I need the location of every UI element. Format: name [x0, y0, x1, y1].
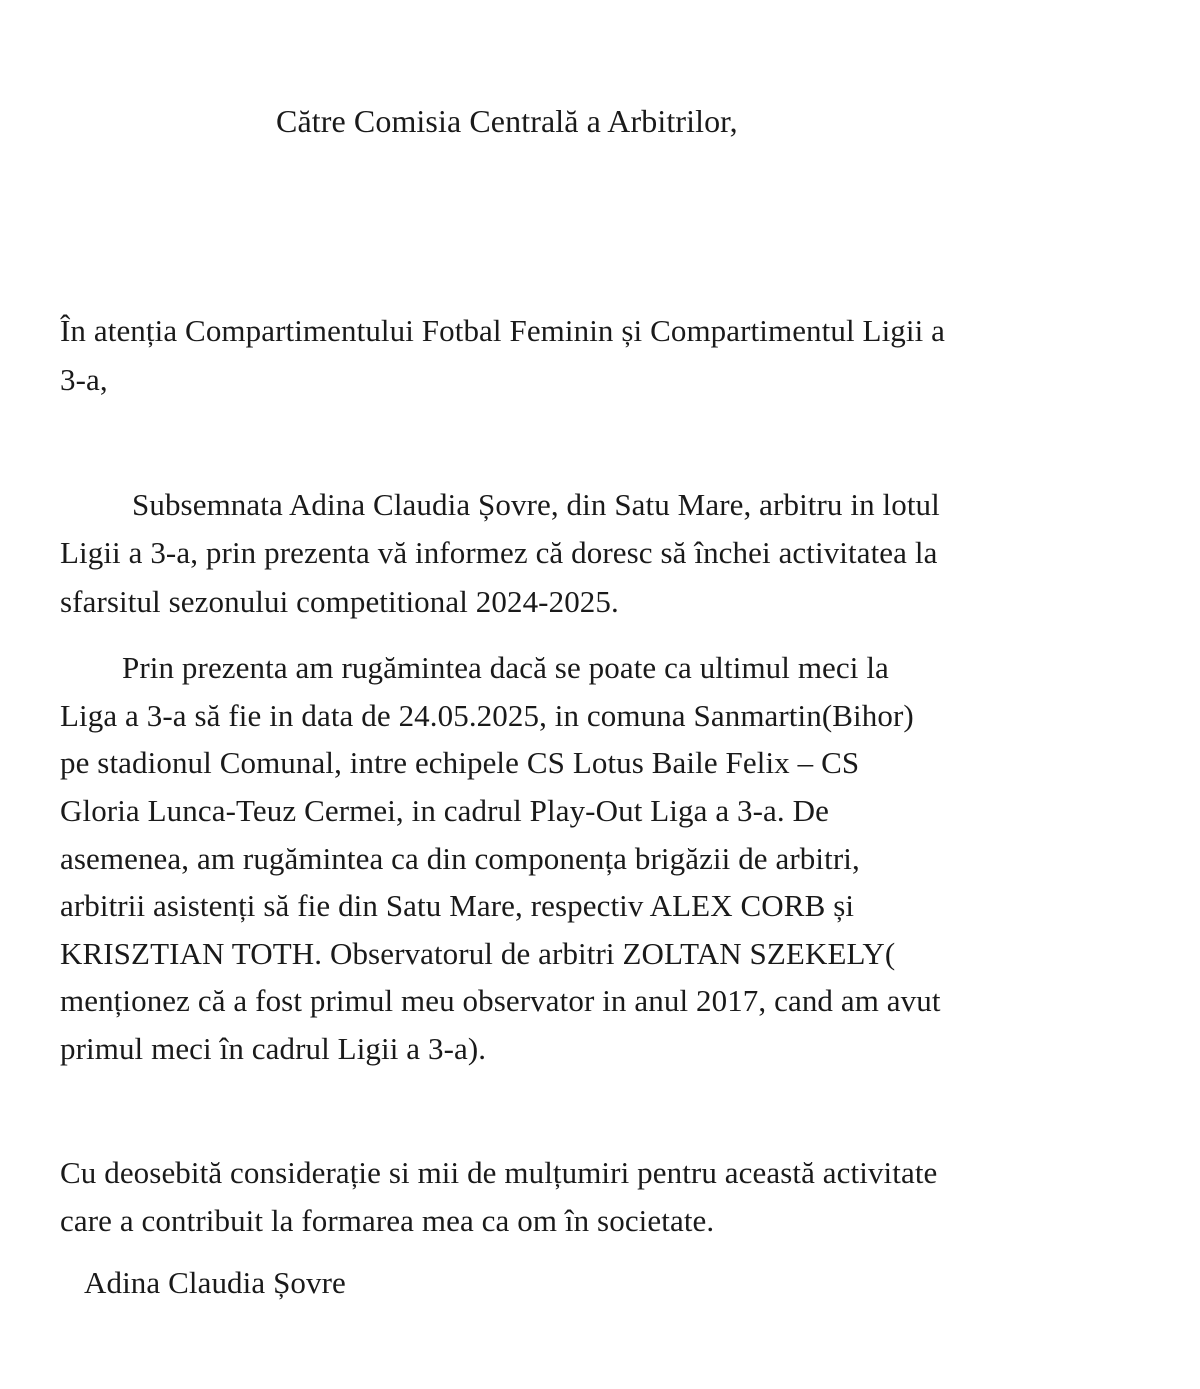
- paragraph-2-line: KRISZTIAN TOTH. Observatorul de arbitri ZOLTAN SZEKELY(: [60, 936, 896, 971]
- paragraph-2-line: pe stadionul Comunal, intre echipele CS Lotus Baile Felix – CS: [60, 745, 860, 780]
- signature: Adina Claudia Șovre: [84, 1265, 346, 1300]
- closing-line: Cu deosebită considerație si mii de mulțumiri pentru această activitate: [60, 1155, 938, 1190]
- attention-line: 3-a,: [60, 362, 108, 397]
- paragraph-2-line: asemenea, am rugămintea ca din componența brigăzii de arbitri,: [60, 841, 860, 876]
- paragraph-2-line: menționez că a fost primul meu observator in anul 2017, cand am avut: [60, 983, 941, 1018]
- paragraph-2-line: primul meci în cadrul Ligii a 3-a).: [60, 1031, 487, 1066]
- closing-line: care a contribuit la formarea mea ca om în societate.: [60, 1203, 715, 1238]
- paragraph-1-line: sfarsitul sezonului competitional 2024-2025.: [60, 584, 619, 619]
- letter-title: Către Comisia Centrală a Arbitrilor,: [276, 103, 738, 139]
- paragraph-2-line: Liga a 3-a să fie in data de 24.05.2025, in comuna Sanmartin(Bihor): [60, 698, 914, 733]
- paragraph-2-line: Gloria Lunca-Teuz Cermei, in cadrul Play-Out Liga a 3-a. De: [60, 793, 829, 828]
- attention-line: În atenția Compartimentului Fotbal Feminin și Compartimentul Ligii a: [60, 313, 946, 348]
- paragraph-1-line: Ligii a 3-a, prin prezenta vă informez că doresc să închei activitatea la: [60, 535, 938, 570]
- paragraph-2-line: arbitrii asistenți să fie din Satu Mare, respectiv ALEX CORB și: [60, 888, 855, 923]
- paragraph-2-line: Prin prezenta am rugămintea dacă se poate ca ultimul meci la: [122, 650, 889, 685]
- paragraph-1-line: Subsemnata Adina Claudia Șovre, din Satu Mare, arbitru in lotul: [132, 487, 940, 522]
